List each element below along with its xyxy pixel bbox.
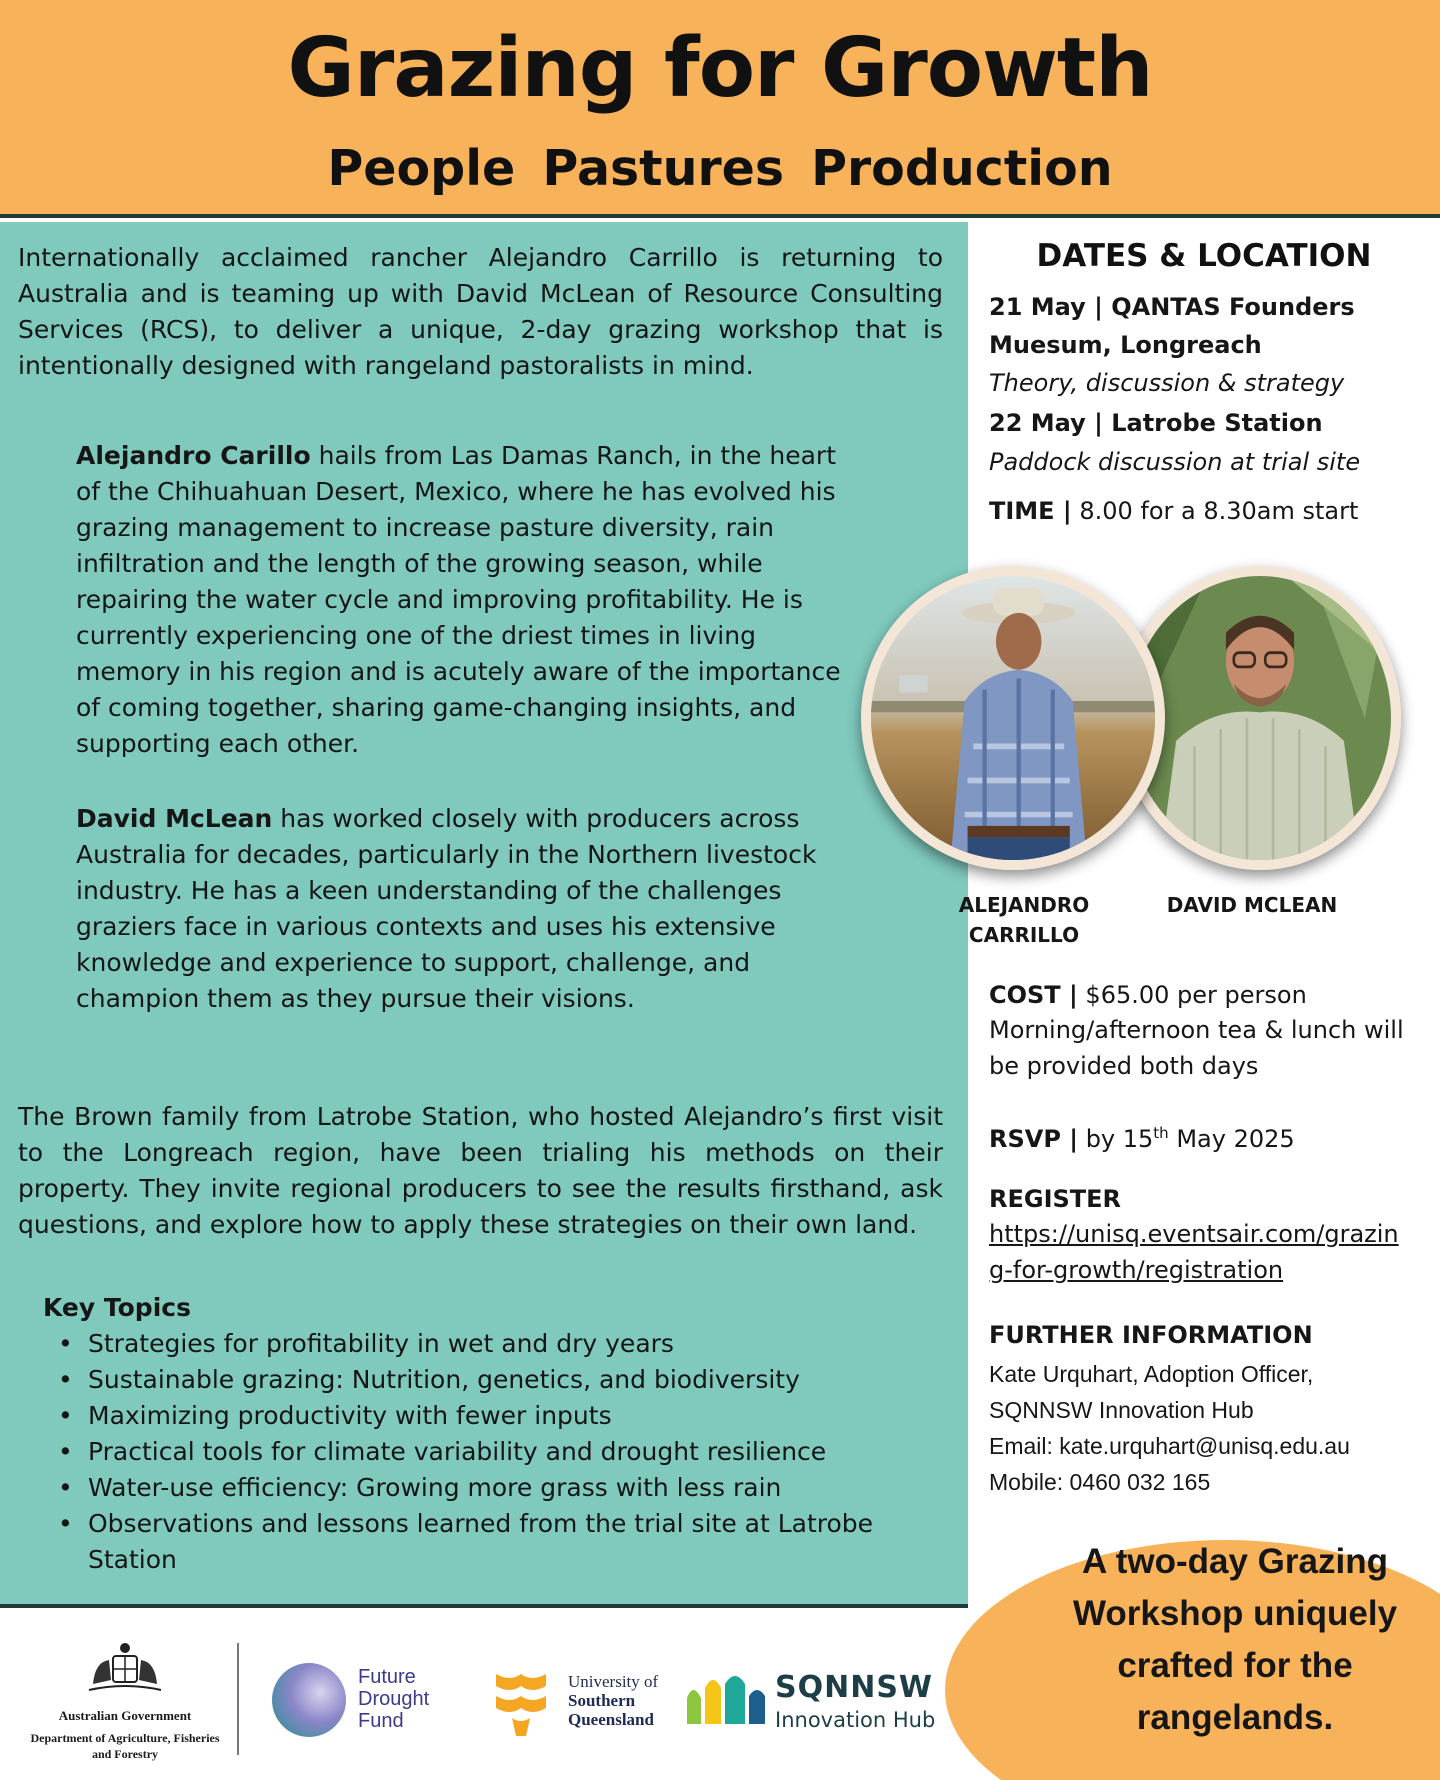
dates-location-heading: DATES & LOCATION bbox=[1036, 238, 1372, 274]
unisq-text bbox=[568, 1672, 658, 1729]
david-caption: DAVID MCLEAN bbox=[1166, 893, 1338, 917]
footer-divider bbox=[0, 1604, 968, 1608]
unisq-flame-icon bbox=[490, 1668, 552, 1738]
bio-david bbox=[76, 801, 856, 1017]
time-label: TIME | bbox=[989, 497, 1072, 525]
unisq-logo bbox=[490, 1668, 670, 1738]
cost-label: COST | bbox=[989, 981, 1078, 1009]
day1-heading bbox=[989, 288, 1429, 364]
list-item: • Maximizing productivity with fewer inputs bbox=[88, 1398, 948, 1434]
coat-of-arms-icon bbox=[85, 1640, 165, 1698]
day1-description bbox=[989, 364, 1429, 402]
register-link[interactable]: https://unisq.eventsair.com/grazing-for-growth/registration bbox=[989, 1220, 1399, 1284]
cost-line bbox=[989, 976, 1429, 1014]
rsvp-label: RSVP | bbox=[989, 1125, 1079, 1153]
day1-description-text: Theory, discussion & strategy bbox=[989, 369, 1345, 397]
brown-family-paragraph: The Brown family from Latrobe Station, who hosted Alejandro’s first visit to the Longreach region, have been trialing his methods on their property. They invite regional producers to see the results firsthand, ask questions, and explore how to apply these strategies on their own land. bbox=[18, 1102, 943, 1239]
unisq-line2: Southern bbox=[568, 1691, 636, 1710]
fdf-text bbox=[358, 1666, 429, 1732]
header-banner bbox=[0, 0, 1440, 218]
further-info-heading bbox=[989, 1316, 1429, 1354]
contact-email: Email: kate.urquhart@unisq.edu.au bbox=[989, 1433, 1350, 1459]
bio-alejandro-text: hails from Las Damas Ranch, in the heart of the Chihuahuan Desert, Mexico, where he has evolved his grazing management to increase pasture diversity, rain infiltration and the length of the growing season, while repairing the water cycle and improving profitability. He is currently experiencing one of the driest times in living memory in his region and is acutely aware of the importance of coming together, sharing game-changing insights, and supporting each other. bbox=[76, 441, 841, 758]
cost-value: $65.00 per person bbox=[1077, 981, 1307, 1009]
bio-david-text: has worked closely with producers across Australia for decades, particularly in the Northern livestock industry. He has a keen understanding of the challenges graziers face in various contexts and uses his extensive knowledge and experience to support, challenge, and champion them as they pursue their visions. bbox=[76, 804, 817, 1013]
list-item: • Observations and lessons learned from the trial site at Latrobe Station bbox=[88, 1506, 948, 1578]
further-info-label: FURTHER INFORMATION bbox=[989, 1321, 1313, 1349]
alejandro-photo bbox=[861, 566, 1165, 870]
rsvp-suffix: May 2025 bbox=[1168, 1125, 1295, 1153]
list-item: • Strategies for profitability in wet and dry years bbox=[88, 1326, 948, 1362]
rsvp-prefix: by 15 bbox=[1078, 1125, 1154, 1153]
bio-alejandro-name: Alejandro Carillo bbox=[76, 441, 311, 470]
day2-description bbox=[989, 443, 1429, 481]
alejandro-caption: ALEJANDRO CARRILLO bbox=[958, 893, 1090, 947]
australian-government-logo bbox=[30, 1640, 220, 1762]
day2-heading-text: 22 May | Latrobe Station bbox=[989, 409, 1323, 437]
register-heading bbox=[989, 1180, 1429, 1218]
fdf-line2: Drought bbox=[358, 1688, 430, 1710]
key-topics-list bbox=[88, 1326, 948, 1578]
list-item: • Sustainable grazing: Nutrition, genetics, and biodiversity bbox=[88, 1362, 948, 1398]
rsvp-line bbox=[989, 1114, 1429, 1158]
day2-description-text: Paddock discussion at trial site bbox=[989, 448, 1361, 476]
fdf-orb-icon bbox=[272, 1663, 346, 1737]
future-drought-fund-logo bbox=[270, 1660, 460, 1740]
contact-org: SQNNSW Innovation Hub bbox=[989, 1397, 1254, 1423]
day1-heading-text: 21 May | QANTAS Founders Muesum, Longreach bbox=[989, 293, 1355, 359]
gov-department: Department of Agriculture, Fisheries and Forestry bbox=[30, 1731, 220, 1761]
bio-alejandro bbox=[76, 438, 856, 762]
gov-name: Australian Government bbox=[58, 1708, 192, 1723]
logo-divider bbox=[237, 1643, 239, 1755]
sqnnsw-wave-icon bbox=[683, 1668, 769, 1728]
promo-text: A two-day Grazing Workshop uniquely crafted for the rangelands. bbox=[1072, 1542, 1398, 1737]
time-value: 8.00 for a 8.30am start bbox=[1071, 497, 1359, 525]
intro-paragraph: Internationally acclaimed rancher Alejandro Carrillo is returning to Australia and is teaming up with David McLean of Resource Consulting Services (RCS), to deliver a unique, 2-day grazing workshop that is intentionally designed with rangeland pastoralists in mind. bbox=[18, 243, 943, 380]
cost-note: Morning/afternoon tea & lunch will be provided both days bbox=[989, 1016, 1404, 1080]
register-link-wrap bbox=[989, 1216, 1409, 1288]
key-topics-heading: Key Topics bbox=[43, 1293, 191, 1322]
register-label: REGISTER bbox=[989, 1185, 1122, 1213]
bio-david-name: David McLean bbox=[76, 804, 273, 833]
rsvp-ordinal: th bbox=[1153, 1124, 1169, 1142]
description-panel bbox=[0, 222, 968, 1606]
contact-name: Kate Urquhart, Adoption Officer, bbox=[989, 1361, 1314, 1387]
fdf-line1: Future bbox=[358, 1666, 416, 1688]
unisq-line3: Queensland bbox=[568, 1710, 654, 1729]
time-line bbox=[989, 492, 1429, 530]
page-title: Grazing for Growth bbox=[287, 21, 1153, 116]
sqnnsw-sub: Innovation Hub bbox=[775, 1708, 936, 1732]
sqnnsw-innovation-hub-logo bbox=[683, 1664, 953, 1744]
fdf-line3: Fund bbox=[358, 1710, 404, 1732]
day2-heading bbox=[989, 404, 1429, 442]
unisq-line1: University of bbox=[568, 1672, 659, 1691]
contact-mobile: Mobile: 0460 032 165 bbox=[989, 1469, 1211, 1495]
list-item: • Water-use efficiency: Growing more grass with less rain bbox=[88, 1470, 948, 1506]
list-item: • Practical tools for climate variability and drought resilience bbox=[88, 1434, 948, 1470]
page-subtitle: People Pastures Production bbox=[327, 140, 1113, 197]
sqnnsw-name: SQNNSW bbox=[775, 1670, 934, 1705]
